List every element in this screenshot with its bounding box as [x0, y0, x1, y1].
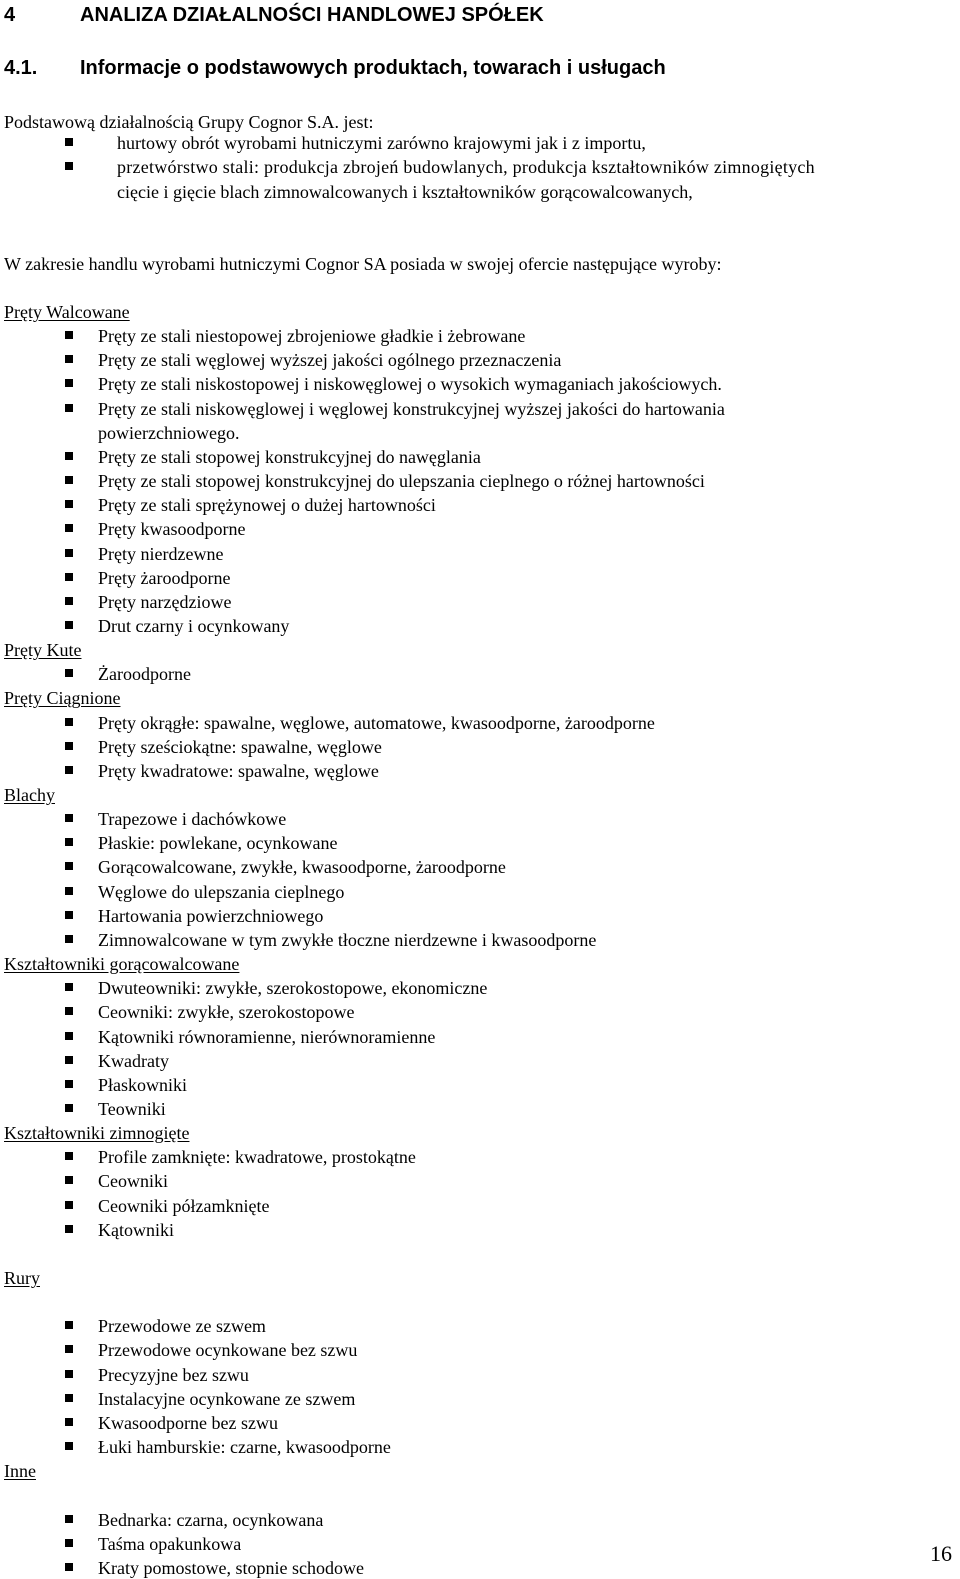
list-item: Pręty ze stali stopowej konstrukcyjnej do nawęglania: [98, 446, 481, 467]
trade-intro: W zakresie handlu wyrobami hutniczymi Cognor SA posiada w swojej ofercie następujące wyroby:: [4, 254, 722, 274]
bullet-icon: [65, 621, 73, 629]
list-item: Pręty nierdzewne: [98, 543, 224, 564]
bullet-icon: [65, 549, 73, 557]
category-heading: Pręty Kute: [4, 640, 82, 661]
bullet-icon: [65, 1080, 73, 1088]
bullet-icon: [65, 1152, 73, 1160]
list-item: Pręty narzędziowe: [98, 591, 232, 612]
bullet-icon: [65, 379, 73, 387]
list-item: Pręty ze stali węglowej wyższej jakości ogólnego przeznaczenia: [98, 350, 562, 371]
list-item: Ceowniki: zwykłe, szerokostopowe: [98, 1002, 355, 1023]
category-heading: Inne: [4, 1461, 36, 1482]
bullet-icon: [65, 718, 73, 726]
bullet-icon: [65, 862, 73, 870]
list-item: Pręty sześciokątne: spawalne, węglowe: [98, 736, 382, 757]
list-item: Kraty pomostowe, stopnie schodowe: [98, 1557, 364, 1578]
page-number: 16: [930, 1541, 952, 1566]
list-item: Ceowniki półzamknięte: [98, 1195, 270, 1216]
list-item: Pręty kwasoodporne: [98, 519, 246, 540]
list-item: Dwuteowniki: zwykłe, szerokostopowe, ekonomiczne: [98, 978, 488, 999]
list-item: Łuki hamburskie: czarne, kwasoodporne: [98, 1437, 391, 1458]
list-item: Ceowniki: [98, 1171, 168, 1192]
list-item: Bednarka: czarna, ocynkowana: [98, 1509, 324, 1530]
category-heading: Rury: [4, 1268, 40, 1288]
bullet-icon: [65, 597, 73, 605]
list-item: Pręty kwadratowe: spawalne, węglowe: [98, 760, 379, 781]
category-heading: Kształtowniki zimnogięte: [4, 1123, 190, 1144]
bullet-icon: [65, 1007, 73, 1015]
bullet-icon: [65, 355, 73, 363]
bullet-icon: [65, 573, 73, 581]
bullet-icon: [65, 452, 73, 460]
list-item: Kwadraty: [98, 1050, 169, 1071]
bullet-icon: [65, 500, 73, 508]
bullet-icon: [65, 331, 73, 339]
list-item: Pręty ze stali sprężynowej o dużej hartowności: [98, 495, 436, 516]
list-item: przetwórstwo stali: produkcja zbrojeń budowlanych, produkcja kształtowników zimnogiętych: [117, 157, 815, 177]
list-item: Płaskowniki: [98, 1074, 188, 1095]
list-item: powierzchniowego.: [98, 422, 240, 443]
bullet-icon: [65, 1345, 73, 1353]
bullet-icon: [65, 935, 73, 943]
bullet-icon: [65, 766, 73, 774]
category-heading: Kształtowniki gorącowalcowane: [4, 954, 240, 975]
bullet-icon: [65, 1370, 73, 1378]
list-item: Drut czarny i ocynkowany: [98, 615, 290, 636]
category-heading: Pręty Walcowane: [4, 302, 130, 322]
bullet-icon: [65, 1515, 73, 1523]
list-item: Przewodowe ocynkowane bez szwu: [98, 1340, 358, 1361]
list-item: Pręty żaroodporne: [98, 567, 231, 588]
category-heading: Pręty Ciągnione: [4, 688, 121, 709]
bullet-icon: [65, 1321, 73, 1329]
list-item: Hartowania powierzchniowego: [98, 905, 324, 926]
bullet-icon: [65, 669, 73, 677]
list-item: Pręty ze stali niestopowej zbrojeniowe gładkie i żebrowane: [98, 326, 526, 347]
bullet-icon: [65, 1225, 73, 1233]
bullet-icon: [65, 162, 73, 170]
list-item: hurtowy obrót wyrobami hutniczymi zarówno krajowymi jak i z importu,: [117, 133, 646, 153]
bullet-icon: [65, 524, 73, 532]
list-item: Gorącowalcowane, zwykłe, kwasoodporne, żaroodporne: [98, 857, 506, 878]
list-item: Węglowe do ulepszania cieplnego: [98, 881, 345, 902]
subsection-title: Informacje o podstawowych produktach, towarach i usługach: [80, 57, 666, 79]
bullet-icon: [65, 1418, 73, 1426]
section-number: 4: [4, 4, 16, 26]
list-item: Trapezowe i dachówkowe: [98, 809, 287, 830]
list-item: Przewodowe ze szwem: [98, 1316, 266, 1337]
list-item: Pręty ze stali stopowej konstrukcyjnej do ulepszania cieplnego o różnej hartowności: [98, 471, 705, 492]
bullet-icon: [65, 1104, 73, 1112]
bullet-icon: [65, 476, 73, 484]
bullet-icon: [65, 983, 73, 991]
bullet-icon: [65, 404, 73, 412]
bullet-icon: [65, 742, 73, 750]
bullet-icon: [65, 1032, 73, 1040]
intro-paragraph: Podstawową działalnością Grupy Cognor S.A. jest:: [4, 112, 374, 132]
category-heading: Blachy: [4, 785, 55, 805]
subsection-number: 4.1.: [4, 57, 38, 79]
bullet-icon: [65, 1201, 73, 1209]
list-item: Instalacyjne ocynkowane ze szwem: [98, 1388, 356, 1409]
bullet-icon: [65, 1539, 73, 1547]
section-title: ANALIZA DZIAŁALNOŚCI HANDLOWEJ SPÓŁEK: [80, 4, 544, 26]
bullet-icon: [65, 1176, 73, 1184]
list-item: Płaskie: powlekane, ocynkowane: [98, 833, 338, 854]
list-item: Kwasoodporne bez szwu: [98, 1412, 278, 1433]
list-item: Kątowniki równoramienne, nierównoramienne: [98, 1026, 436, 1047]
bullet-icon: [65, 1056, 73, 1064]
bullet-icon: [65, 838, 73, 846]
list-item: Pręty okrągłe: spawalne, węglowe, automatowe, kwasoodporne, żaroodporne: [98, 712, 655, 733]
bullet-icon: [65, 911, 73, 919]
list-item: Pręty ze stali niskowęglowej i węglowej konstrukcyjnej wyższej jakości do hartowania: [98, 398, 725, 419]
bullet-icon: [65, 1442, 73, 1450]
list-item: Taśma opakunkowa: [98, 1533, 242, 1554]
list-item: cięcie i gięcie blach zimnowalcowanych i kształtowników gorącowalcowanych,: [117, 182, 693, 202]
bullet-icon: [65, 1563, 73, 1571]
list-item: Profile zamknięte: kwadratowe, prostokątne: [98, 1147, 416, 1168]
list-item: Precyzyjne bez szwu: [98, 1364, 249, 1385]
list-item: Teowniki: [98, 1098, 166, 1119]
list-item: Kątowniki: [98, 1219, 174, 1240]
bullet-icon: [65, 138, 73, 146]
bullet-icon: [65, 887, 73, 895]
list-item: Żaroodporne: [98, 664, 191, 685]
list-item: Zimnowalcowane w tym zwykłe tłoczne nierdzewne i kwasoodporne: [98, 929, 597, 950]
list-item: Pręty ze stali niskostopowej i niskowęglowej o wysokich wymaganiach jakościowych.: [98, 374, 722, 395]
bullet-icon: [65, 1394, 73, 1402]
bullet-icon: [65, 814, 73, 822]
